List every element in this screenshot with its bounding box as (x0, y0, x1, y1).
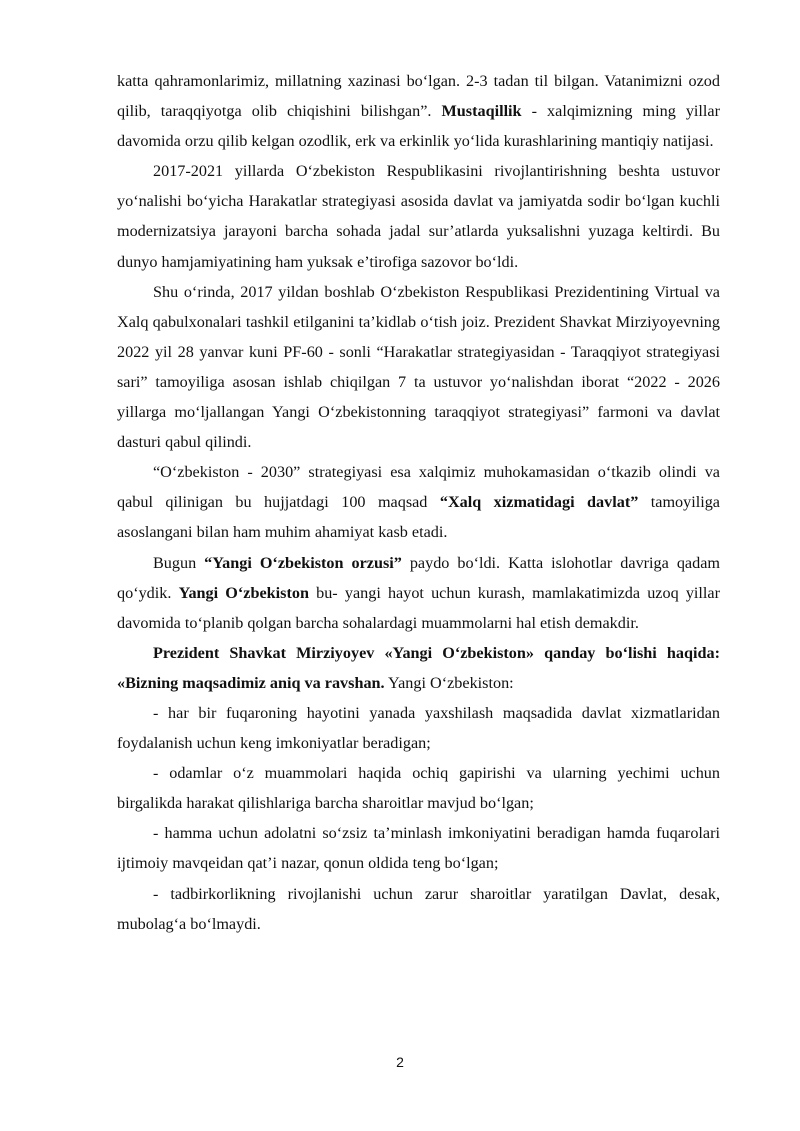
paragraph-1 (117, 66, 720, 156)
text-run: Shu o‘rinda, 2017 yildan boshlab O‘zbekiston Respublikasi Prezidentining Virtual va Xalq qabulxonalari tashkil etilganini ta’kidlab o‘tish joiz. Prezident Shavkat Mirziyoyevning 2022 yil 28 yanvar kuni PF-60 - sonli “Harakatlar strategiyasidan - Taraqqiyot strategiyasi sari” tamoyiliga asosan ishlab chiqilgan 7 ta ustuvor yo‘nalishdan iborat “2022 - 2026 yillarga mo‘ljallangan Yangi O‘zbekistonning taraqqiyot strategiyasi” farmoni va davlat dasturi qabul qilindi. (117, 282, 720, 452)
paragraph-10 (117, 879, 720, 939)
text-run: - xalqimizning ming yillar davomida orzu qilib kelgan ozodlik, erk va erkinlik yo‘lida kurashlarining mantiqiy natijasi. (117, 102, 721, 151)
text-run: - har bir fuqaroning hayotini yanada yaxshilash maqsadida davlat xizmatlaridan foydalanish uchun keng imkoniyatlar beradigan; (117, 703, 720, 753)
bold-text-run: “Xalq xizmatidagi davlat” (439, 493, 639, 512)
text-run: 2017-2021 yillarda O‘zbekiston Respublikasini rivojlantirishning beshta ustuvor yo‘nalishi bo‘yicha Harakatlar strategiyasi asosida davlat va jamiyatda sodir bo‘lgan kuchli modernizatsiya jarayoni barcha sohada jadal sur’atlarda yuksalishni yuzaga keltirdi. Bu dunyo hamjamiyatining ham yuksak e’tirofiga sazovor bo‘ldi. (117, 162, 720, 271)
paragraph-8 (117, 758, 720, 818)
text-run: - hamma uchun adolatni so‘zsiz ta’minlash imkoniyatini beradigan hamda fuqarolari ijtimoiy mavqeidan qat’i nazar, qonun oldida teng bo‘lgan; (117, 824, 720, 873)
text-run: “O‘zbekiston - 2030” strategiyasi esa xalqimiz muhokamasidan o‘tkazib olindi va qabul qilinigan bu hujjatdagi 100 maqsad (117, 463, 720, 512)
paragraph-7 (117, 698, 720, 758)
paragraph-2 (117, 156, 720, 276)
text-run: tamoyiliga asoslangani bilan ham muhim ahamiyat kasb etadi. (117, 493, 720, 542)
bold-text-run: Yangi O‘zbekiston (178, 583, 309, 602)
paragraph-9 (117, 818, 720, 878)
paragraph-3 (117, 277, 720, 458)
paragraph-6 (117, 638, 720, 698)
bold-text-run: “Yangi O‘zbekiston orzusi” (204, 553, 402, 572)
text-run: katta qahramonlarimiz, millatning xazinasi bo‘lgan. 2-3 tadan til bilgan. Vatanimizni ozod qilib, taraqqiyotga olib chiqishini bilishgan”. (117, 72, 720, 121)
text-run: Yangi O‘zbekiston: (384, 673, 514, 692)
bold-text-run: Mustaqillik (441, 102, 522, 121)
text-run: - tadbirkorlikning rivojlanishi uchun zarur sharoitlar yaratilgan Davlat, desak, mubolag‘a bo‘lmaydi. (117, 884, 720, 933)
text-run: Bugun (153, 553, 205, 572)
text-run: paydo bo‘ldi. Katta islohotlar davriga qadam qo‘ydik. (117, 553, 720, 602)
paragraph-4 (117, 457, 720, 547)
text-run: - odamlar o‘z muammolari haqida ochiq gapirishi va ularning yechimi uchun birgalikda harakat qilishlariga barcha sharoitlar mavjud bo‘lgan; (117, 764, 720, 813)
body-text (117, 66, 720, 939)
paragraph-5 (117, 548, 720, 638)
bold-text-run: Prezident Shavkat Mirziyoyev «Yangi O‘zbekiston» qanday bo‘lishi haqida: «Bizning maqsadimiz aniq va ravshan. (117, 643, 720, 692)
text-run: bu- yangi hayot uchun kurash, mamlakatimizda uzoq yillar davomida to‘planib qolgan barcha sohalardagi muammolarni hal etish demakdir. (117, 583, 720, 632)
page-number: 2 (396, 1054, 404, 1070)
